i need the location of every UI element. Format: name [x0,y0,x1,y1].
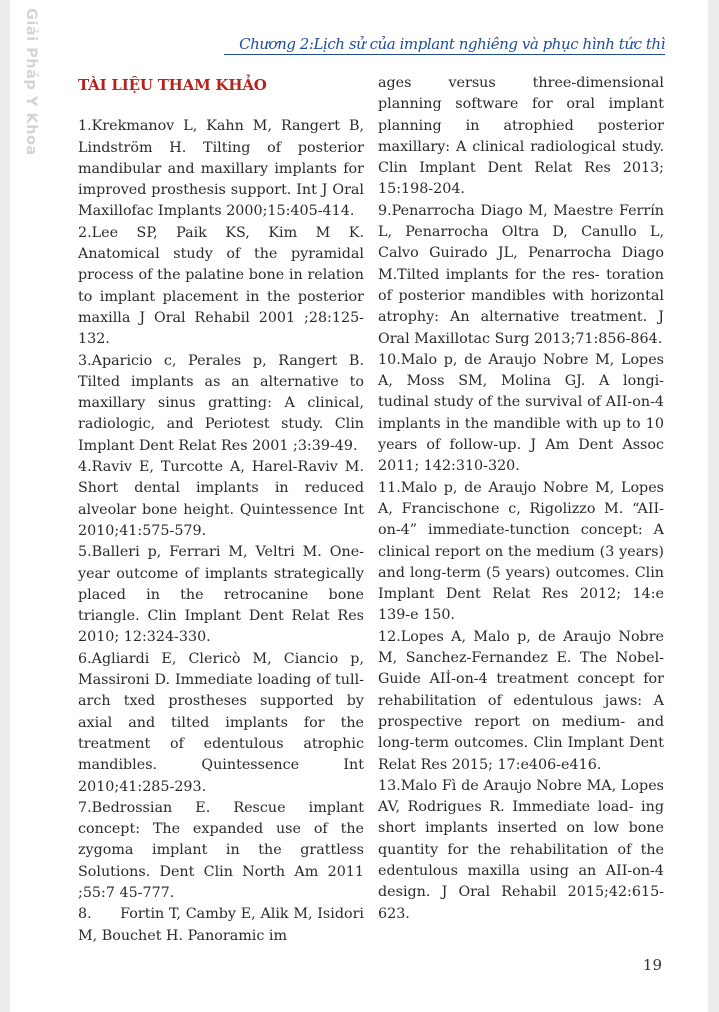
reference-item: 12.Lopes A, Malo p, de Araujo Nobre M, Sanchez-Fernandez E. The Nobel-Guide AIİ-on-4 treatment concept for rehabilitation of edentulous jaws: A prospective report on medium- and long-term outcomes. Clin Implant Dent Relat Res 2015; 17:e406-e416. [378,628,664,773]
side-brand-watermark: Giải Pháp Y Khoa [23,8,39,156]
reference-item: 1.Krekmanov L, Kahn M, Rangert B, Lindström H. Tilting of posterior mandibular and maxillary implants for improved prosthesis support. Int J Oral Maxillofac Implants 2000;15:405-414. [78,118,364,220]
reference-item: 9.Penarrocha Diago M, Maestre Ferrín L, Penarrocha Oltra D, Canullo L, Calvo Guirado JL, Penarrocha Diago M.Tilted implants for the res- toration of posterior mandibles with horizontal atrophy: An alternative treatment. J Oral Maxillotac Surg 2013;71:856-864. [378,202,664,347]
document-page [10,0,708,1012]
references-heading: TÀI LIỆU THAM KHẢO [78,76,267,94]
left-column [78,73,369,947]
reference-item: 3.Aparicio c, Perales p, Rangert B. Tilted implants as an alternative to maxillary sinus gratting: A clinical, radiologic, and Periotest study. Clin Implant Dent Relat Res 2001 ;3:39-49. [78,352,364,454]
chapter-title: Chương 2:Lịch sử của implant nghiêng và phục hình tức thì [224,35,665,55]
reference-item: 13.Malo Fì de Araujo Nobre MA, Lopes AV, Rodrigues R. Immediate load- ing short implants inserted on low bone quantity for the rehabilitation of the edentulous maxilla using an AII-on-4 design. J Oral Rehabil 2015;42:615-623. [378,777,664,922]
reference-item: 11.Malo p, de Araujo Nobre M, Lopes A, Francischone c, Rigolizzo M. “AII-on-4” immediate-tunction concept: A clinical report on the medium (3 years) and long-term (5 years) outcomes. Clin Implant Dent Relat Res 2012; 14:e 139-e 150. [378,479,664,624]
page-number: 19 [642,956,662,974]
reference-item: 4.Raviv E, Turcotte A, Harel-Raviv M. Short dental implants in reduced alveolar bone height. Quintessence Int 2010;41:575-579. [78,459,364,539]
reference-item: 6.Agliardi E, Clericò M, Ciancio p, Massironi D. Immediate loading of tull-arch txed prostheses supported by axial and tilted implants for the treatment of edentulous atrophic mandibles. Quintessence Int 2010;41:285-293. [78,650,364,795]
reference-item: 7.Bedrossian E. Rescue implant concept: The expanded use of the zygoma implant in the grattless Solutions. Dent Clin North Am 2011 ;55:7 45-777. [78,799,364,901]
reference-item: ages versus three-dimensional planning software for oral implant planning in atrophied posterior maxillary: A clinical radiological study. Clin Implant Dent Relat Res 2013; 15:198-204. [378,75,664,198]
reference-item: 5.Balleri p, Ferrari M, Veltri M. One-year outcome of implants strategically placed in the retrocanine bone triangle. Clin Implant Dent Relat Res 2010; 12:324-330. [78,544,364,646]
reference-item: 2.Lee SP, Paik KS, Kim M K. Anatomical study of the pyramidal process of the palatine bone in relation to implant placement in the posterior maxilla J Oral Rehabil 2001 ;28:125-132. [78,224,364,348]
reference-item: 8. Fortin T, Camby E, Alik M, Isidori M, Bouchet H. Panoramic im [78,906,369,944]
right-column [378,73,664,925]
reference-item: 10.Malo p, de Araujo Nobre M, Lopes A, Moss SM, Molina GJ. A longi- tudinal study of the survival of AII-on-4 implants in the mandible with up to 10 years of follow-up. J Am Dent Assoc 2011; 142:310-320. [378,351,664,475]
